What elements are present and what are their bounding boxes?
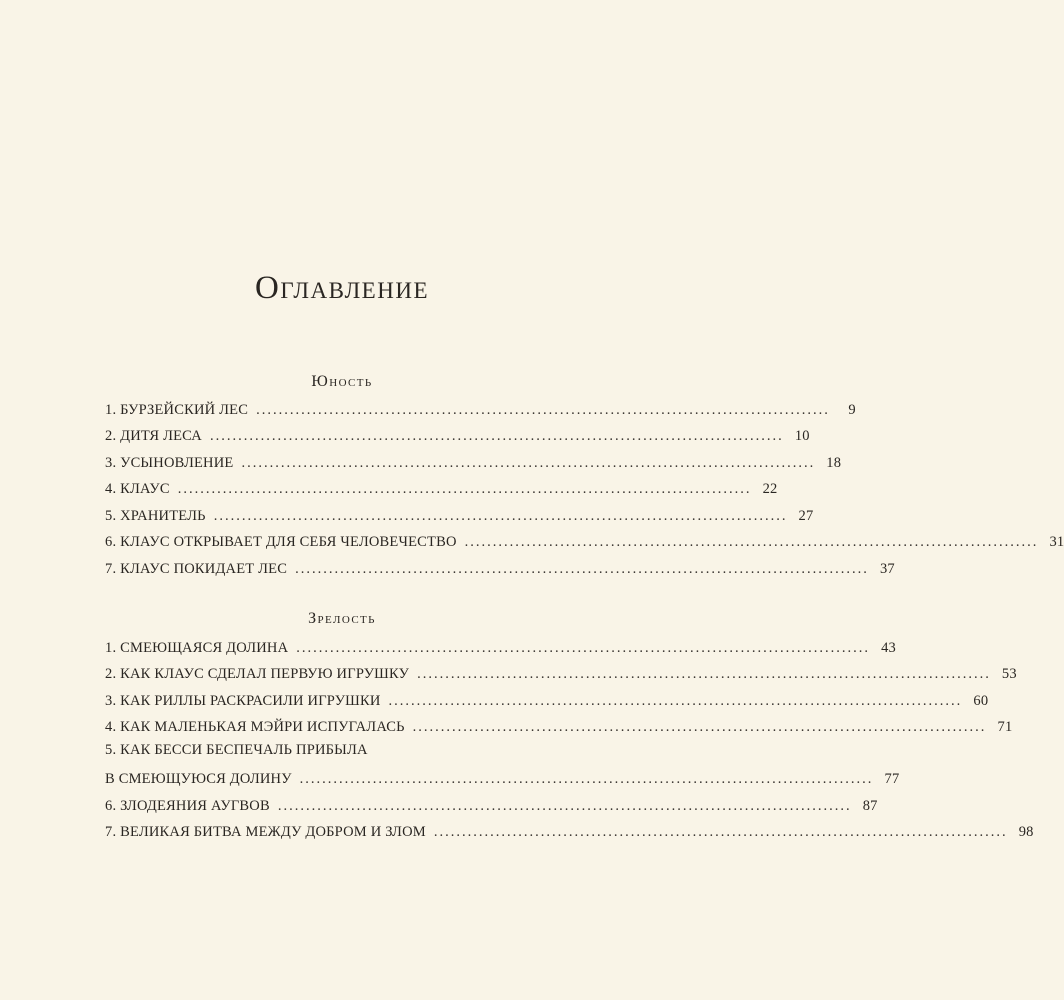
toc-entry-page: 9	[848, 401, 856, 418]
toc-entry-title: 4. КЛАУС	[105, 481, 170, 497]
toc-entry[interactable]	[105, 821, 1034, 848]
toc-entry-title: 6. КЛАУС ОТКРЫВАЕТ ДЛЯ СЕБЯ ЧЕЛОВЕЧЕСТВО	[105, 534, 457, 550]
toc-entry[interactable]	[105, 504, 814, 531]
toc-entry[interactable]	[105, 716, 1013, 743]
toc-entry[interactable]	[105, 425, 810, 452]
dot-leader: ......................................................................................................	[241, 454, 816, 471]
toc-entry-title: В СМЕЮЩУЮСЯ ДОЛИНУ	[105, 771, 292, 787]
dot-leader: ......................................................................................................	[417, 666, 991, 682]
page-title: Оглавление	[255, 270, 429, 306]
toc-entry-title: 6. ЗЛОДЕЯНИЯ АУГВОВ	[105, 797, 270, 814]
dot-leader: ......................................................................................................	[213, 507, 788, 524]
toc-entry-page: 77	[884, 771, 900, 787]
toc-entry-title: 3. КАК РИЛЛЫ РАСКРАСИЛИ ИГРУШКИ	[105, 692, 381, 709]
toc-entry[interactable]	[105, 557, 895, 584]
toc-entry-page: 10	[794, 428, 810, 444]
toc-entry-page: 53	[1001, 666, 1017, 682]
dot-leader: ......................................................................................................	[277, 797, 852, 814]
toc-entry-title: 7. ВЕЛИКАЯ БИТВА МЕЖДУ ДОБРОМ И ЗЛОМ	[105, 824, 426, 840]
toc-list-maturity	[105, 636, 1034, 847]
dot-leader: ......................................................................................................	[256, 401, 830, 418]
toc-entry[interactable]	[105, 636, 897, 663]
toc-entry-title-line1: 5. КАК БЕССИ БЕСПЕЧАЛЬ ПРИБЫЛА	[105, 742, 368, 758]
toc-entry[interactable]	[105, 794, 878, 821]
toc-entry-page: 31	[1049, 534, 1064, 550]
dot-leader: ......................................................................................................	[388, 692, 963, 709]
toc-entry-page: 18	[826, 454, 842, 471]
toc-entry-title: 2. ДИТЯ ЛЕСА	[105, 428, 202, 444]
toc-entry-page: 27	[798, 507, 814, 524]
dot-leader: ......................................................................................................	[209, 428, 784, 444]
dot-leader: ......................................................................................................	[296, 639, 871, 656]
toc-list-youth	[105, 398, 1064, 584]
toc-entry-title: 1. БУРЗЕЙСКИЙ ЛЕС	[105, 401, 249, 418]
toc-entry-page: 71	[997, 719, 1013, 735]
toc-entry-page: 22	[762, 481, 778, 497]
toc-entry-page: 98	[1018, 824, 1034, 840]
toc-entry-title: 2. КАК КЛАУС СДЕЛАЛ ПЕРВУЮ ИГРУШКУ	[105, 666, 410, 682]
toc-entry[interactable]	[105, 451, 842, 478]
toc-entry-title: 1. СМЕЮЩАЯСЯ ДОЛИНА	[105, 639, 289, 656]
toc-entry[interactable]	[105, 478, 778, 505]
dot-leader: ......................................................................................................	[299, 771, 874, 787]
toc-entry-page: 60	[973, 692, 989, 709]
dot-leader: ......................................................................................................	[433, 824, 1008, 840]
section-heading-youth: Юность	[311, 373, 373, 390]
toc-entry[interactable]	[105, 398, 856, 425]
toc-entry[interactable]	[105, 531, 1064, 558]
toc-entry-title: 7. КЛАУС ПОКИДАЕТ ЛЕС	[105, 560, 288, 577]
dot-leader: ......................................................................................................	[295, 560, 869, 577]
toc-entry-page: 87	[862, 797, 878, 814]
toc-entry[interactable]	[105, 742, 900, 794]
toc-entry-title: 5. ХРАНИТЕЛЬ	[105, 507, 206, 524]
dot-leader: ......................................................................................................	[177, 481, 752, 497]
toc-entry[interactable]	[105, 663, 1017, 690]
toc-entry-page: 43	[881, 639, 897, 656]
toc-entry-title: 4. КАК МАЛЕНЬКАЯ МЭЙРИ ИСПУГАЛАСЬ	[105, 719, 405, 735]
section-heading-maturity: Зрелость	[308, 610, 376, 627]
dot-leader: ......................................................................................................	[412, 719, 987, 735]
toc-entry[interactable]	[105, 689, 989, 716]
toc-entry-page: 37	[879, 560, 895, 577]
dot-leader: ......................................................................................................	[464, 534, 1039, 550]
toc-entry-title: 3. УСЫНОВЛЕНИЕ	[105, 454, 234, 471]
